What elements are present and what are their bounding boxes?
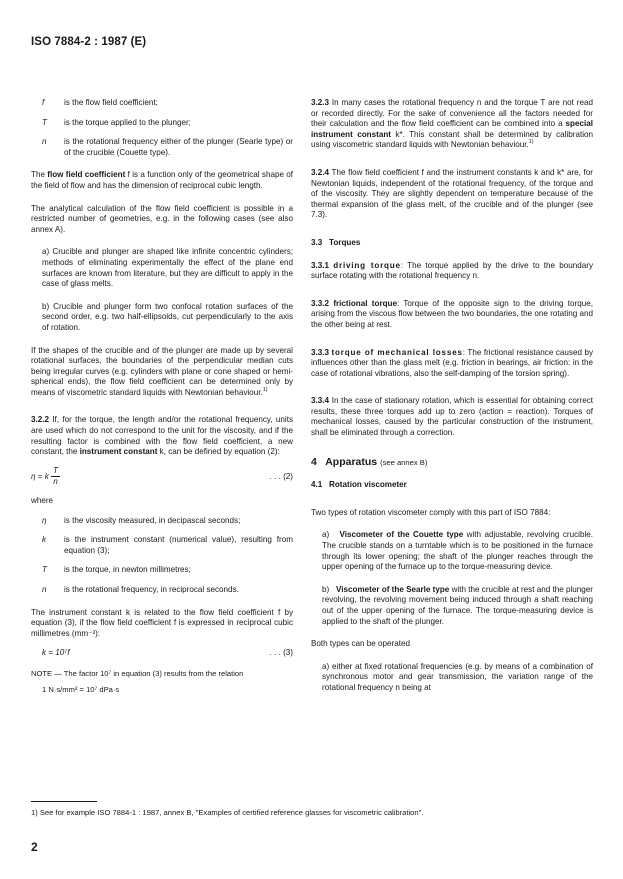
section-4-heading	[311, 457, 593, 469]
note-relation: 1 N·s/mm² = 10⁷ dPa·s	[42, 684, 120, 694]
document-header: ISO 7884-2 : 1987 (E)	[31, 36, 147, 48]
equation-number: . . . (3)	[269, 648, 293, 658]
operation-item-a: a) either at fixed rotational frequencies (e.g. by means of a combination of synchronous motor and gear transmission, the variation range of the rotational frequency n being at	[322, 661, 593, 692]
symbol: k	[42, 535, 47, 545]
section-4-1-heading	[311, 480, 593, 491]
section-number: 3.2.3	[311, 98, 330, 107]
section-number: 3.2.4	[311, 167, 330, 177]
note-text: NOTE — The factor 10⁷ in equation (3) results from the relation	[31, 668, 244, 678]
definition-row	[31, 516, 293, 527]
footnote-rule	[31, 801, 97, 802]
definition-row	[31, 98, 293, 109]
symbol: η	[42, 515, 47, 525]
definition-text: is the rotational frequency, in reciprocal seconds.	[64, 585, 239, 594]
section-3-3-1: 3.3.1 driving torque: The torque applied by the drive to the boundary surface rotating with the rotational frequency n.	[311, 260, 594, 281]
section-title: Torques	[329, 237, 361, 247]
section-3-3-4: 3.3.4 In the case of stationary rotation, which is essential for obtaining correct results, these three torques add up to zero (action = reaction). Torques of mechanical losses, caused by the particular construction of the instrument, shall be eliminated through a correction.	[311, 396, 594, 438]
symbol: T	[42, 565, 47, 575]
left-column	[31, 98, 293, 695]
section-number: 3.3.3	[311, 347, 330, 357]
definitions-list-top	[31, 98, 293, 158]
section-number: 3.3.1	[311, 260, 330, 270]
flow-field-paragraph: The flow field coefficient f is a function only of the geometrical shape of the field of flow and has the dimension of reciprocal cubic length.	[31, 170, 294, 190]
section-number: 3.3.2	[311, 298, 330, 308]
footnote-mark: 1)	[528, 139, 534, 146]
page-number: 2	[31, 840, 38, 854]
definition-text: is the torque, in newton millimetres;	[64, 565, 191, 575]
section-3-2-4: 3.2.4 The flow field coefficient f and the instrument constants k and k* are, for Newtonian liquids, independent of the rotational frequency, of the torque and of the viscosity. They are slightly dependent on temperature because of the thermal expansion of the glass melt, of the crucible and of the plunger (see 7.3).	[311, 167, 593, 220]
definition-text: is the instrument constant (numerical value), resulting from equation (3);	[64, 535, 293, 555]
section-number: 4.1	[311, 480, 323, 490]
right-column	[311, 98, 593, 694]
section-number: 3.2.2	[31, 415, 50, 425]
footnote-mark: 1)	[262, 386, 268, 393]
equation-lhs: η = k	[31, 472, 49, 482]
definition-row	[31, 137, 293, 158]
section-3-2-2: 3.2.2 If, for the torque, the length and/or the rotational frequency, units are used which do not correspond to the unit for the viscosity, and if the resulting factor is combined with the flow field coefficient, a new constant, the instrument constant k, can be defined by equation (2):	[31, 415, 293, 457]
analytical-paragraph: The analytical calculation of the flow field coefficient is possible in a restricted number of geometries, e.g. in the following cases (see also annex A).	[31, 203, 293, 234]
both-types-paragraph: Both types can be operated	[311, 639, 410, 649]
symbol: T	[42, 117, 47, 127]
definition-row	[31, 535, 293, 556]
equation-expression: k = 10⁷f	[42, 648, 70, 658]
equation-3	[31, 648, 293, 659]
equation-number: . . . (2)	[269, 471, 293, 481]
definition-text: is the viscosity measured, in decipascal seconds;	[64, 515, 241, 525]
section-number: 3.3.4	[311, 396, 330, 406]
shapes-paragraph: If the shapes of the crucible and of the plunger are made up by several rotational surfaces, the boundaries of the perpendicular median cuts being irregular curves (e.g. cylinders with plane or cone shaped or hemi-spherical ends), the flow field coefficient can be determined only by means of viscometric standard liquids with Newtonian behaviour.$^{1)}$	[31, 345, 293, 397]
fraction: $\frac{T}{n}$	[53, 465, 58, 487]
section-number: 4	[311, 455, 317, 468]
symbol: n	[42, 585, 47, 594]
symbol: n	[42, 137, 47, 147]
type-a-item: a) Viscometer of the Couette type with adjustable, revolving crucible. The crucible stands on a turntable which is to be positioned in the furnace through its lower opening; the shaft of the plunger reaches through the upper opening of the furnace up to the torque-measuring device.	[322, 530, 593, 572]
footnote: 1) See for example ISO 7884-1 : 1987, annex B, "Examples of certified reference glasses for viscometric calibration".	[31, 808, 424, 817]
list-item-a: a) Crucible and plunger are shaped like infinite concentric cylinders; methods of eliminating experimentally the effect of the plane end surfaces are known from literature, but they are difficult to apply in the case of glass melts.	[42, 247, 293, 289]
types-paragraph: Two types of rotation viscometer comply with this part of ISO 7884:	[311, 507, 551, 517]
section-title: Apparatus	[325, 455, 378, 468]
definition-row	[31, 585, 293, 596]
where-label: where	[31, 496, 54, 506]
symbol: f	[42, 98, 45, 107]
section-title: Rotation viscometer	[329, 480, 407, 490]
definition-text: is the rotational frequency either of the plunger (Searle type) or of the crucible (Couette type).	[64, 137, 293, 157]
section-3-3-3: 3.3.3 torque of mechanical losses: The frictional resistance caused by influences other than the glass melt (e.g. friction in bearings, air friction: in the case of rotational vibrations, also the self-damping of the torsion spring).	[311, 347, 594, 378]
section-3-3-heading	[311, 238, 593, 249]
section-number: 3.3	[311, 237, 323, 247]
definition-row	[31, 565, 293, 576]
definition-row	[31, 118, 293, 129]
section-3-2-3: 3.2.3 In many cases the rotational frequency n and the torque T are not read or recorded directly. For the sake of convenience all the factors needed for their calculation and the flow field coefficient can be combined into a special instrument constant k*. This constant shall be determined by calibration using viscometric standard liquids with Newtonian behaviour.$^{1)}$	[311, 98, 594, 150]
list-item-b: b) Crucible and plunger form two confocal rotation surfaces of the second order, e.g. two half-ellipsoids, cut perpendicularly to the axis of rotation.	[42, 301, 293, 332]
type-b-item: b) Viscometer of the Searle type with the crucible at rest and the plunger revolving, the revolving movement being induced through a shaft reaching out of the upper opening of the furnace. The torque-measuring device is applied to the shaft of the plunger.	[322, 584, 594, 626]
section-3-3-2: 3.3.2 frictional torque: Torque of the opposite sign to the driving torque, arising from the viscous flow between the two boundaries, the one rotating and the other being at rest.	[311, 298, 593, 329]
definition-text: is the torque applied to the plunger;	[64, 117, 191, 127]
instrument-constant-paragraph: The instrument constant k is related to the flow field coefficient f by equation (3), if the flow field coefficient f is expressed in reciprocal cubic millimetres (mm⁻³):	[31, 607, 293, 638]
section-note: (see annex B)	[380, 457, 428, 467]
definitions-list-eq2	[31, 516, 293, 596]
equation-2	[31, 466, 293, 488]
definition-text: is the flow field coefficient;	[64, 98, 158, 107]
